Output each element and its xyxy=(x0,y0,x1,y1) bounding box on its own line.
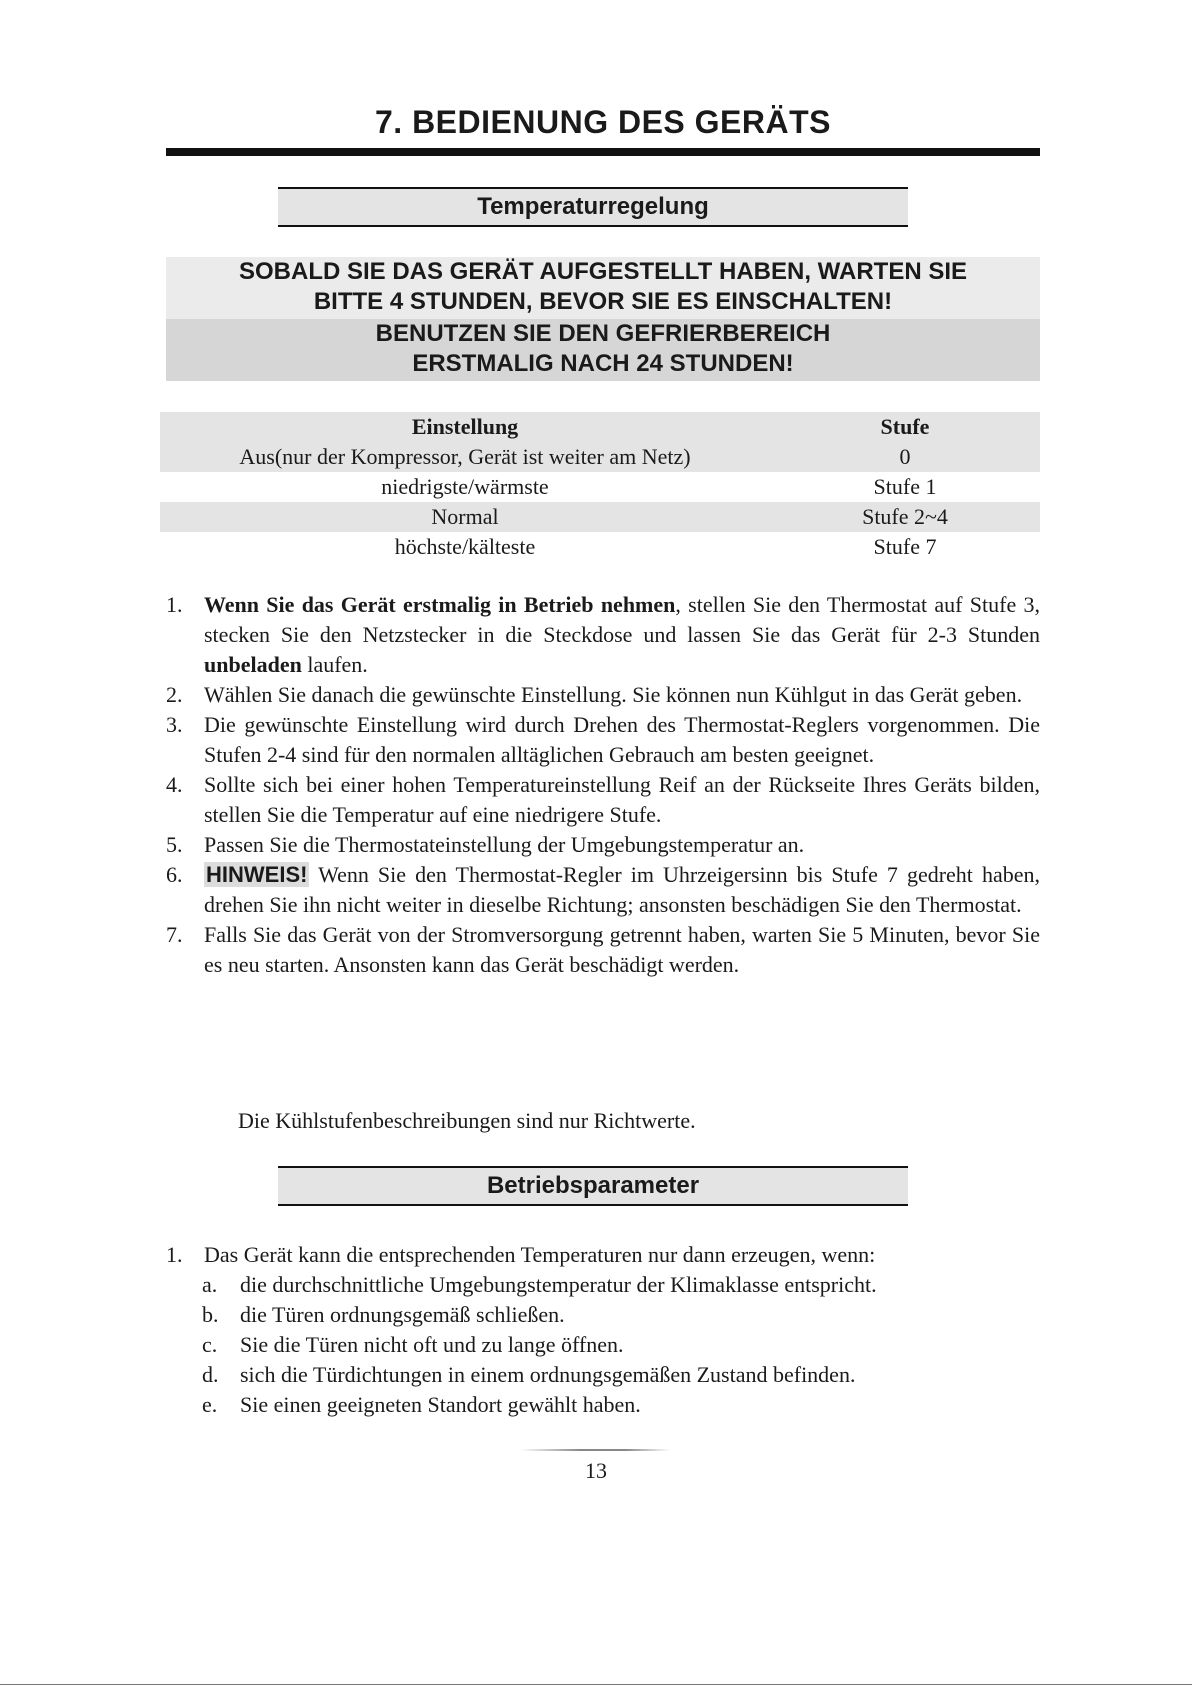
list-item xyxy=(166,1240,1040,1270)
table-cell: Stufe 1 xyxy=(873,474,937,499)
guidance-note: Die Kühlstufenbeschreibungen sind nur Richtwerte. xyxy=(238,1108,696,1133)
warning-line: BENUTZEN SIE DEN GEFRIERBEREICH xyxy=(375,320,831,347)
list-text: , stellen Sie den Thermostat auf Stufe 3, stecken Sie den Netzstecker in die Steckdose und lassen Sie das Gerät für 2-3 Stunden xyxy=(204,592,1040,647)
table-header-cell: Stufe xyxy=(880,414,930,439)
list-text: Sie einen geeigneten Standort gewählt haben. xyxy=(240,1392,641,1417)
table-cell: Stufe 2~4 xyxy=(862,504,948,529)
warning-box-wait xyxy=(166,257,1040,319)
section-heading-temperaturregelung: Temperaturregelung xyxy=(278,187,908,227)
table-header-cell: Einstellung xyxy=(411,414,519,439)
list-item xyxy=(166,920,1040,980)
list-text: die Türen ordnungsgemäß schließen. xyxy=(240,1302,565,1327)
list-text: Passen Sie die Thermostateinstellung der Umgebungstemperatur an. xyxy=(204,832,805,857)
list-text: Das Gerät kann die entsprechenden Temperaturen nur dann erzeugen, wenn: xyxy=(204,1242,876,1267)
section-heading-betriebsparameter: Betriebsparameter xyxy=(278,1166,908,1206)
sub-list-item xyxy=(166,1330,1040,1360)
list-item xyxy=(166,830,1040,860)
table-cell: Aus(nur der Kompressor, Gerät ist weiter am Netz) xyxy=(239,444,691,469)
sub-list-item xyxy=(166,1270,1040,1300)
emphasis-text: Wenn Sie das Gerät erstmalig in Betrieb nehmen xyxy=(204,592,676,617)
table-row xyxy=(160,532,1040,562)
table-header-row xyxy=(160,412,1040,442)
list-text: sich die Türdichtungen in einem ordnungsgemäßen Zustand befinden. xyxy=(240,1362,856,1387)
page-title: 7. BEDIENUNG DES GERÄTS xyxy=(374,104,831,140)
table-cell: 0 xyxy=(899,444,911,469)
sub-list-letter: b. xyxy=(202,1302,219,1327)
list-number: 3. xyxy=(166,712,183,737)
list-number: 7. xyxy=(166,922,183,947)
list-text: die durchschnittliche Umgebungstemperatur der Klimaklasse entspricht. xyxy=(240,1272,877,1297)
list-text: laufen. xyxy=(301,652,368,677)
list-text: Sie die Türen nicht oft und zu lange öffnen. xyxy=(240,1332,624,1357)
parameter-list xyxy=(166,1240,1040,1420)
list-text: Wenn Sie den Thermostat-Regler im Uhrzeigersinn bis Stufe 7 gedreht haben, drehen Sie ihn nicht weiter in dieselbe Richtung; ansonsten beschädigen Sie den Thermostat. xyxy=(204,862,1040,917)
table-cell: Normal xyxy=(431,504,499,529)
table-row xyxy=(160,442,1040,472)
table-row xyxy=(160,502,1040,532)
list-number: 4. xyxy=(166,772,183,797)
table-row xyxy=(160,472,1040,502)
sub-list-letter: d. xyxy=(202,1362,219,1387)
table-cell: niedrigste/wärmste xyxy=(381,474,549,499)
list-text: Sollte sich bei einer hohen Temperatureinstellung Reif an der Rückseite Ihres Geräts bilden, stellen Sie die Temperatur auf eine niedrigere Stufe. xyxy=(204,772,1040,827)
list-number: 5. xyxy=(166,832,183,857)
warning-line: ERSTMALIG NACH 24 STUNDEN! xyxy=(412,350,794,377)
list-item xyxy=(166,860,1040,920)
warning-box-freezer xyxy=(166,319,1040,381)
list-number: 6. xyxy=(166,862,183,887)
table-cell: Stufe 7 xyxy=(873,534,937,559)
title-rule xyxy=(166,148,1040,156)
hint-label: HINWEIS! xyxy=(206,862,308,887)
list-item xyxy=(166,710,1040,770)
sub-list-letter: e. xyxy=(202,1392,218,1417)
emphasis-text: unbeladen xyxy=(204,652,302,677)
sub-list-item xyxy=(166,1360,1040,1390)
list-item xyxy=(166,590,1040,680)
list-number: 2. xyxy=(166,682,183,707)
sub-list-letter: a. xyxy=(202,1272,218,1297)
list-item xyxy=(166,770,1040,830)
list-number: 1. xyxy=(166,1242,183,1267)
warning-line: SOBALD SIE DAS GERÄT AUFGESTELLT HABEN, WARTEN SIE xyxy=(238,258,968,285)
instruction-list xyxy=(166,590,1040,980)
list-number: 1. xyxy=(166,592,183,617)
list-text: Die gewünschte Einstellung wird durch Drehen des Thermostat-Reglers vorgenommen. Die Stufen 2-4 sind für den normalen alltäglichen Gebrauch am besten geeignet. xyxy=(204,712,1040,767)
list-text: Falls Sie das Gerät von der Stromversorgung getrennt haben, warten Sie 5 Minuten, bevor Sie es neu starten. Ansonsten kann das Gerät beschädigt werden. xyxy=(204,922,1040,977)
sub-list-item xyxy=(166,1390,1040,1420)
sub-list-letter: c. xyxy=(202,1332,218,1357)
page-number-rule xyxy=(520,1449,670,1451)
table-cell: höchste/kälteste xyxy=(394,534,536,559)
settings-table xyxy=(160,412,1040,562)
page-number: 13 xyxy=(585,1458,607,1483)
list-item xyxy=(166,680,1040,710)
warning-line: BITTE 4 STUNDEN, BEVOR SIE ES EINSCHALTEN! xyxy=(313,288,893,315)
sub-list-item xyxy=(166,1300,1040,1330)
list-text: Wählen Sie danach die gewünschte Einstellung. Sie können nun Kühlgut in das Gerät geben. xyxy=(204,682,1023,707)
